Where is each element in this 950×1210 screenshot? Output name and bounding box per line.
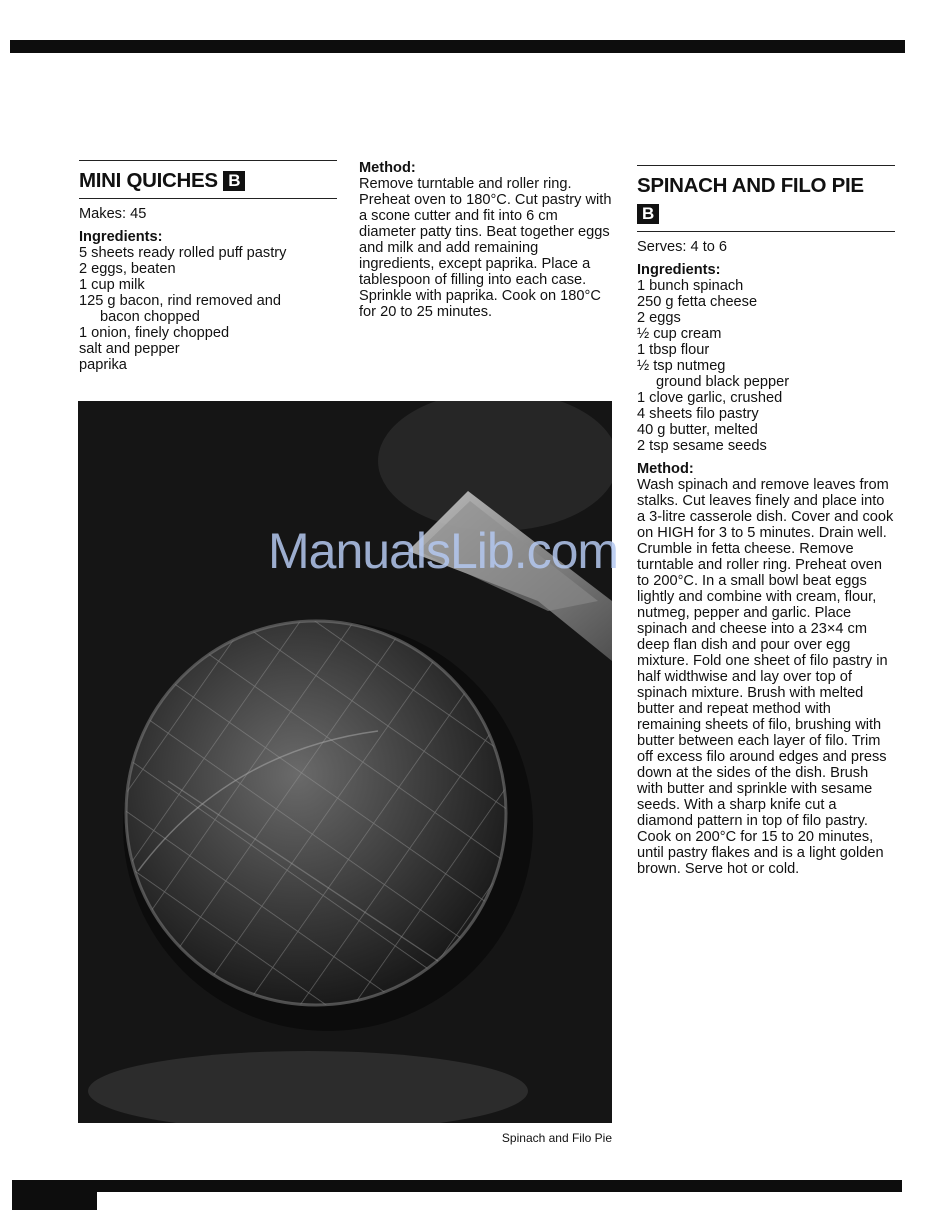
ingredients-heading: Ingredients:: [79, 229, 163, 245]
title-rule-bottom: [79, 198, 337, 199]
ingredient-item: 40 g butter, melted: [637, 422, 758, 438]
ingredient-item: paprika: [79, 357, 127, 373]
recipe-title: [79, 161, 337, 198]
power-level-badge: B: [223, 171, 245, 191]
recipe-title-text: SPINACH AND FILO PIE: [637, 174, 864, 197]
ingredient-item: ½ tsp nutmeg: [637, 358, 726, 374]
ingredient-item: 125 g bacon, rind removed and: [79, 293, 282, 309]
ingredient-item: 1 tbsp flour: [637, 342, 710, 358]
ingredient-item: 5 sheets ready rolled puff pastry: [79, 245, 287, 261]
power-level-badge: B: [637, 204, 659, 224]
photo-caption: Spinach and Filo Pie: [501, 1131, 612, 1145]
ingredient-item: ½ cup cream: [637, 326, 722, 342]
method-heading: Method:: [637, 461, 694, 477]
method-text: Wash spinach and remove leaves from stalks. Cut leaves finely and place into a 3-litre casserole dish. Cover and cook on HIGH for 3 to 5 minutes. Drain well. Crumble in fetta cheese. Remove turntable and roller ring. Preheat oven to 200°C. In a small bowl beat eggs lightly and combine with cream, flour, nutmeg, pepper and garlic. Place spinach and cheese into a 23×4 cm deep flan dish and pour over egg mixture. Fold one sheet of filo pastry in half widthwise and lay over top of spinach mixture. Brush with melted butter and repeat method with remaining sheets of filo, brushing with butter between each layer of filo. Trim off excess filo around edges and press down at the sides of the dish. Brush with butter and sprinkle with sesame seeds. With a sharp knife cut a diamond pattern in top of filo pastry. Cook on 200°C for 15 to 20 minutes, until pastry flakes and is a light golden brown. Serve hot or cold.: [637, 477, 894, 877]
ingredient-item: 1 bunch spinach: [637, 278, 744, 294]
spinach-pie-photo: [78, 401, 612, 1123]
ingredient-item: bacon chopped: [100, 309, 200, 325]
recipe-title: [637, 166, 895, 231]
ingredient-item: 2 tsp sesame seeds: [637, 438, 767, 454]
method-text: Remove turntable and roller ring. Preheat oven to 180°C. Cut pastry with a scone cutter and fit into 6 cm diameter patty tins. Beat together eggs and milk and add remaining ingredients, except paprika. Place a tablespoon of filling into each case. Sprinkle with paprika. Cook on 180°C for 20 to 25 minutes.: [359, 176, 612, 320]
ingredients-list: [79, 245, 337, 373]
ingredient-item: 2 eggs, beaten: [79, 261, 176, 277]
makes-count: Makes: 45: [79, 206, 147, 222]
title-rule-bottom: [637, 231, 895, 232]
pie-illustration: [78, 401, 612, 1123]
serves-count: Serves: 4 to 6: [637, 239, 728, 255]
watermark: ManualsLib.com: [268, 523, 619, 579]
ingredient-item: ground black pepper: [656, 374, 790, 390]
ingredient-item: 1 clove garlic, crushed: [637, 390, 783, 406]
ingredients-heading: Ingredients:: [637, 262, 721, 278]
ingredient-item: 250 g fetta cheese: [637, 294, 758, 310]
mini-quiches-method: [359, 160, 614, 320]
bottom-tab: [12, 1188, 97, 1210]
method-heading: Method:: [359, 160, 416, 176]
ingredient-item: 2 eggs: [637, 310, 681, 326]
ingredients-list: [637, 278, 895, 454]
ingredient-item: salt and pepper: [79, 341, 180, 357]
top-rule: [10, 40, 905, 53]
ingredient-item: 1 cup milk: [79, 277, 145, 293]
bottom-rule: [12, 1180, 902, 1192]
ingredient-item: 4 sheets filo pastry: [637, 406, 759, 422]
recipe-title-text: MINI QUICHES: [79, 169, 218, 192]
ingredient-item: 1 onion, finely chopped: [79, 325, 230, 341]
mini-quiches-recipe: [79, 160, 337, 373]
